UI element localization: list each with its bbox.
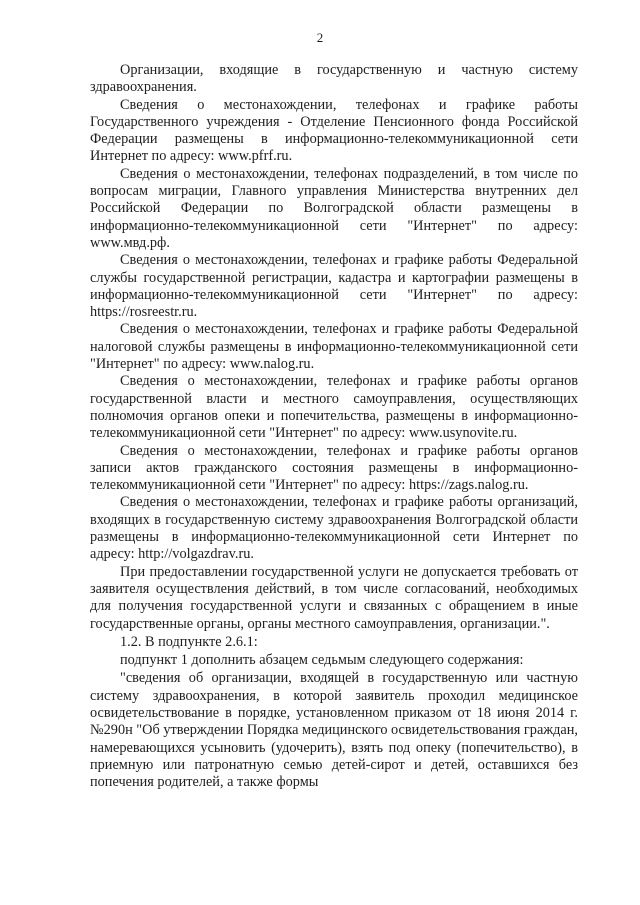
paragraph-healthcare-system: Сведения о местонахождении, телефонах и графике работы организаций, входящих в государственную систему здравоохранения Волгоградской области размещены в информационно-телекоммуникационной сети Интернет по адресу: http://volgazdrav.ru. [90,494,578,563]
paragraph-civil-registry: Сведения о местонахождении, телефонах и графике работы органов записи актов гражданского состояния размещены в информационно-телекоммуникационной сети "Интернет" по адресу: https://zags.nalog.ru. [90,442,578,494]
paragraph-tax-service: Сведения о местонахождении, телефонах и графике работы Федеральной налоговой службы размещены в информационно-телекоммуникационной сети "Интернет" по адресу: www.nalog.ru. [90,321,578,373]
paragraph-prohibitions: При предоставлении государственной услуги не допускается требовать от заявителя осуществления действий, в том числе согласований, необходимых для получения государственной услуги и связанных с обращением в иные государственные органы, органы местного самоуправления, организации.". [90,563,578,632]
paragraph-pension-fund: Сведения о местонахождении, телефонах и графике работы Государственного учреждения - Отделение Пенсионного фонда Российской Федерации размещены в информационно-телекоммуникационной сети Интернет по адресу: www.pfrf.ru. [90,96,578,165]
paragraph-healthcare-orgs-heading: Организации, входящие в государственную и частную систему здравоохранения. [90,62,578,96]
document-body [90,62,578,791]
paragraph-new-text: "сведения об организации, входящей в государственную или частную систему здравоохранения, в которой заявитель проходил медицинское освидетельствование в порядке, установленном приказом от 18 июня 2014 г. №290н "Об утверждении Порядка медицинского освидетельствования граждан, намеревающихся усыновить (удочерить), взять под опеку (попечительство), в приемную или патронатную семью детей-сирот и детей, оставшихся без попечения родителей, а также формы [90,670,579,791]
paragraph-guardianship: Сведения о местонахождении, телефонах и графике работы органов государственной власти и местного самоуправления, осуществляющих полномочия органов опеки и попечительства, размещены в информационно-телекоммуникационной сети "Интернет" по адресу: www.usynovite.ru. [90,373,578,442]
paragraph-amend-subclause-1: подпункт 1 дополнить абзацем седьмым следующего содержания: [120,652,524,669]
paragraph-rosreestr: Сведения о местонахождении, телефонах и графике работы Федеральной службы государственной регистрации, кадастра и картографии размещены в информационно-телекоммуникационной сети "Интернет" по адресу: https://rosreestr.ru. [90,252,578,321]
paragraph-subclause-1-2: 1.2. В подпункте 2.6.1: [120,633,258,650]
paragraph-interior-ministry: Сведения о местонахождении, телефонах подразделений, в том числе по вопросам миграции, Главного управления Министерства внутренних дел Российской Федерации по Волгоградской области размещены в информационно-телекоммуникационной сети "Интернет" по адресу: www.мвд.рф. [90,165,578,251]
page-number: 2 [316,30,324,45]
